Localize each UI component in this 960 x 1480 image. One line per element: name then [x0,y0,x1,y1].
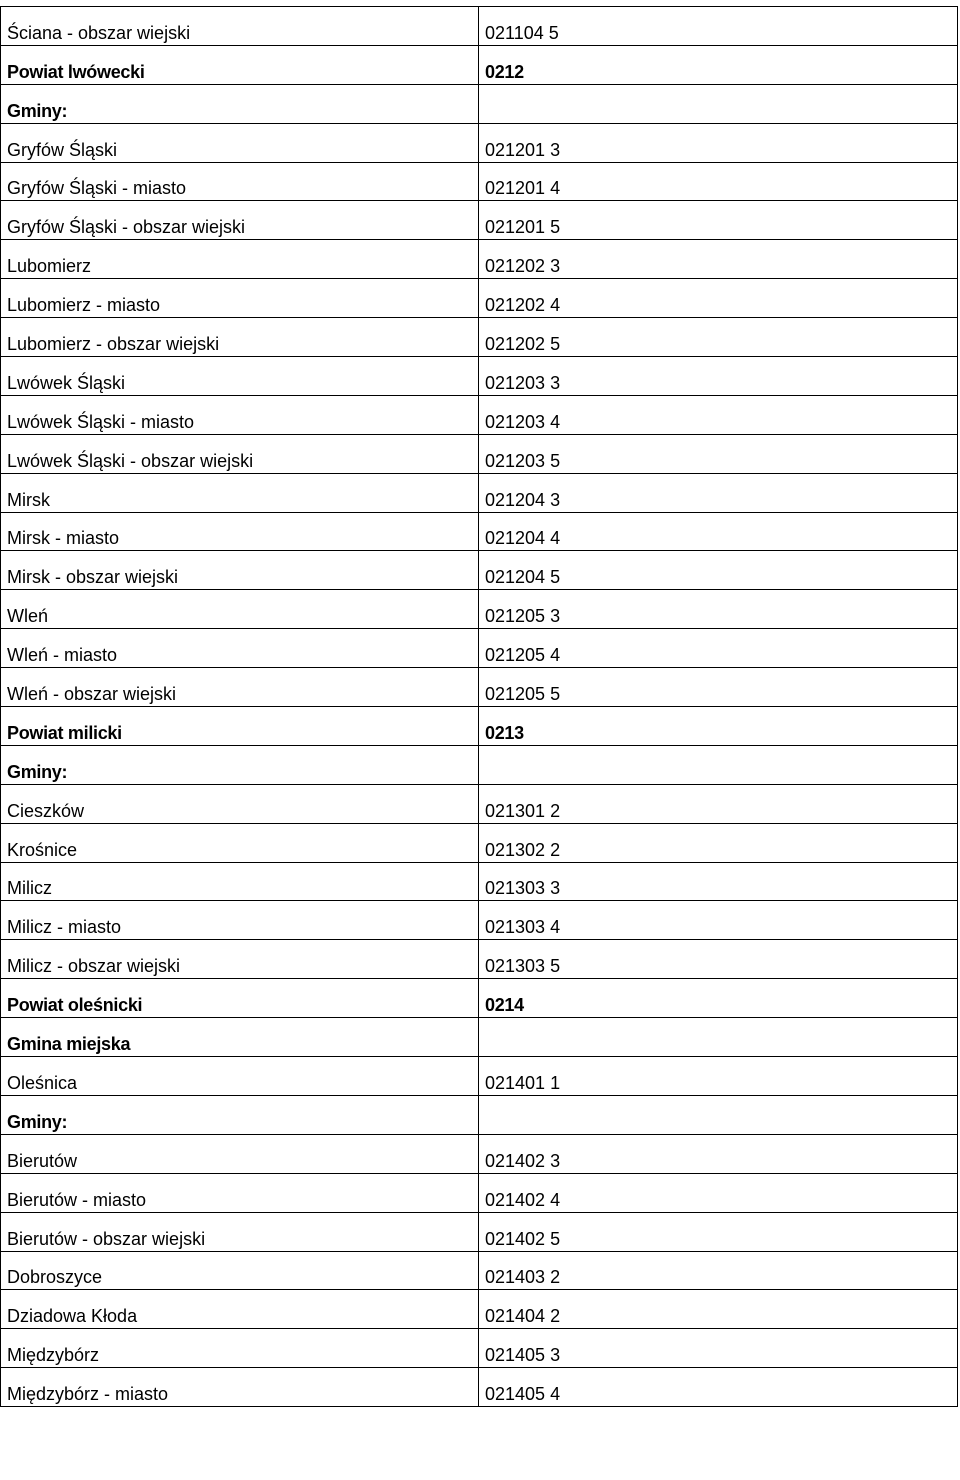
table-section-row [1,707,958,746]
unit-code-cell: 021201 4 [479,162,958,201]
unit-name-cell: Gminy: [1,1095,479,1134]
unit-code-cell: 021302 2 [479,823,958,862]
unit-name-cell: Powiat oleśnicki [1,979,479,1018]
unit-name-cell: Lubomierz [1,240,479,279]
unit-code-cell: 021205 5 [479,668,958,707]
table-row [1,123,958,162]
unit-name-cell: Powiat milicki [1,707,479,746]
table-row [1,784,958,823]
unit-code-cell: 021202 4 [479,279,958,318]
table-row [1,1173,958,1212]
table-row [1,823,958,862]
unit-name-cell: Mirsk - obszar wiejski [1,551,479,590]
unit-name-cell: Wleń - miasto [1,629,479,668]
unit-name-cell: Gryfów Śląski [1,123,479,162]
unit-code-cell: 021301 2 [479,784,958,823]
unit-name-cell: Bierutów - obszar wiejski [1,1212,479,1251]
unit-code-cell: 021201 5 [479,201,958,240]
unit-name-cell: Gryfów Śląski - miasto [1,162,479,201]
unit-code-cell [479,745,958,784]
unit-name-cell: Krośnice [1,823,479,862]
unit-code-cell [479,1095,958,1134]
table-row [1,1290,958,1329]
unit-code-cell: 0213 [479,707,958,746]
unit-name-cell: Bierutów - miasto [1,1173,479,1212]
table-row [1,318,958,357]
table-row [1,512,958,551]
unit-code-cell: 021204 4 [479,512,958,551]
table-row [1,1057,958,1096]
unit-code-cell: 021402 3 [479,1134,958,1173]
unit-name-cell: Lubomierz - obszar wiejski [1,318,479,357]
table-section-row [1,45,958,84]
unit-name-cell: Gryfów Śląski - obszar wiejski [1,201,479,240]
table-row [1,162,958,201]
unit-code-cell: 021403 2 [479,1251,958,1290]
unit-name-cell: Milicz - miasto [1,901,479,940]
table-row [1,862,958,901]
unit-name-cell: Wleń - obszar wiejski [1,668,479,707]
table-row [1,240,958,279]
table-row [1,940,958,979]
table-row [1,395,958,434]
unit-code-cell: 021204 5 [479,551,958,590]
unit-name-cell: Międzybórz - miasto [1,1368,479,1407]
unit-name-cell: Dobroszyce [1,1251,479,1290]
unit-name-cell: Oleśnica [1,1057,479,1096]
unit-code-cell: 021203 5 [479,434,958,473]
unit-code-cell: 0214 [479,979,958,1018]
table-row [1,279,958,318]
unit-code-cell: 021201 3 [479,123,958,162]
table-row [1,1134,958,1173]
table-row [1,1251,958,1290]
table-row [1,1329,958,1368]
table-row [1,629,958,668]
unit-name-cell: Gminy: [1,84,479,123]
table-section-row [1,1095,958,1134]
table-row [1,1368,958,1407]
unit-code-cell: 021303 3 [479,862,958,901]
table-section-row [1,84,958,123]
unit-name-cell: Gminy: [1,745,479,784]
unit-name-cell: Cieszków [1,784,479,823]
unit-name-cell: Mirsk [1,473,479,512]
table-row [1,357,958,396]
unit-name-cell: Ściana - obszar wiejski [1,7,479,46]
table-body [1,7,958,1407]
table-section-row [1,979,958,1018]
unit-code-cell: 021402 4 [479,1173,958,1212]
unit-code-cell: 0212 [479,45,958,84]
table-row [1,7,958,46]
table-row [1,473,958,512]
unit-code-cell: 021204 3 [479,473,958,512]
territorial-code-table [0,6,958,1407]
unit-code-cell: 021202 3 [479,240,958,279]
unit-code-cell: 021104 5 [479,7,958,46]
unit-code-cell: 021402 5 [479,1212,958,1251]
unit-name-cell: Milicz [1,862,479,901]
unit-name-cell: Dziadowa Kłoda [1,1290,479,1329]
table-row [1,1212,958,1251]
unit-code-cell: 021303 4 [479,901,958,940]
unit-code-cell: 021404 2 [479,1290,958,1329]
unit-name-cell: Powiat lwówecki [1,45,479,84]
table-row [1,434,958,473]
unit-name-cell: Milicz - obszar wiejski [1,940,479,979]
table-row [1,551,958,590]
unit-code-cell: 021401 1 [479,1057,958,1096]
unit-code-cell: 021405 4 [479,1368,958,1407]
unit-code-cell: 021203 4 [479,395,958,434]
table-row [1,668,958,707]
unit-code-cell: 021205 3 [479,590,958,629]
table-section-row [1,1018,958,1057]
unit-name-cell: Wleń [1,590,479,629]
table-section-row [1,745,958,784]
unit-code-cell [479,1018,958,1057]
unit-code-cell: 021203 3 [479,357,958,396]
unit-name-cell: Lwówek Śląski - obszar wiejski [1,434,479,473]
unit-name-cell: Lubomierz - miasto [1,279,479,318]
unit-code-cell [479,84,958,123]
unit-name-cell: Bierutów [1,1134,479,1173]
table-row [1,201,958,240]
unit-code-cell: 021205 4 [479,629,958,668]
unit-name-cell: Międzybórz [1,1329,479,1368]
unit-code-cell: 021202 5 [479,318,958,357]
unit-name-cell: Lwówek Śląski - miasto [1,395,479,434]
table-row [1,901,958,940]
unit-code-cell: 021405 3 [479,1329,958,1368]
unit-name-cell: Mirsk - miasto [1,512,479,551]
unit-name-cell: Gmina miejska [1,1018,479,1057]
unit-name-cell: Lwówek Śląski [1,357,479,396]
table-row [1,590,958,629]
unit-code-cell: 021303 5 [479,940,958,979]
